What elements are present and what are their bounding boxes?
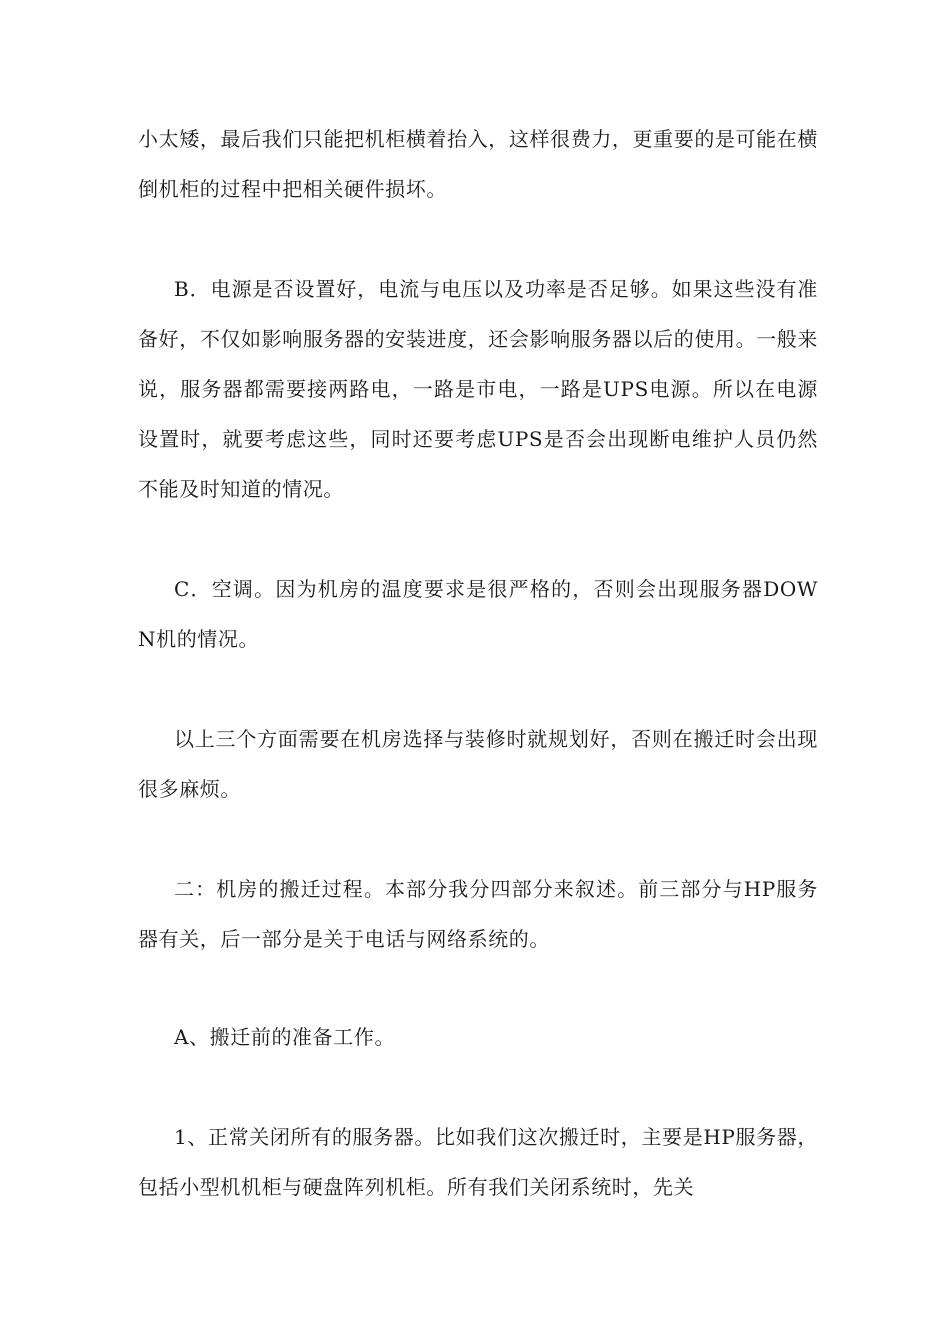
paragraph-4: 以上三个方面需要在机房选择与装修时就规划好，否则在搬迁时会出现很多麻烦。 bbox=[138, 727, 818, 801]
paragraph-2: B．电源是否设置好，电流与电压以及功率是否足够。如果这些没有准备好，不仅如影响服务器的安装进度，还会影响服务器以后的使用。一般来说，服务器都需要接两路电，一路是市电，一路是UPS电源。所以在电源设置时，就要考虑这些，同时还要考虑UPS是否会出现断电维护人员仍然不能及时知道的情况。 bbox=[138, 277, 818, 501]
paragraph-6: A、搬迁前的准备工作。 bbox=[174, 1025, 396, 1049]
paragraph-7: 1、正常关闭所有的服务器。比如我们这次搬迁时，主要是HP服务器，包括小型机机柜与硬盘阵列机柜。所有我们关闭系统时，先关 bbox=[138, 1125, 818, 1199]
paragraph-5: 二：机房的搬迁过程。本部分我分四部分来叙述。前三部分与HP服务器有关，后一部分是关于电话与网络系统的。 bbox=[138, 877, 818, 951]
paragraph-3: C．空调。因为机房的温度要求是很严格的，否则会出现服务器DOWN机的情况。 bbox=[138, 577, 818, 651]
paragraph-1: 小太矮，最后我们只能把机柜横着抬入，这样很费力，更重要的是可能在横倒机柜的过程中把相关硬件损坏。 bbox=[138, 127, 818, 201]
